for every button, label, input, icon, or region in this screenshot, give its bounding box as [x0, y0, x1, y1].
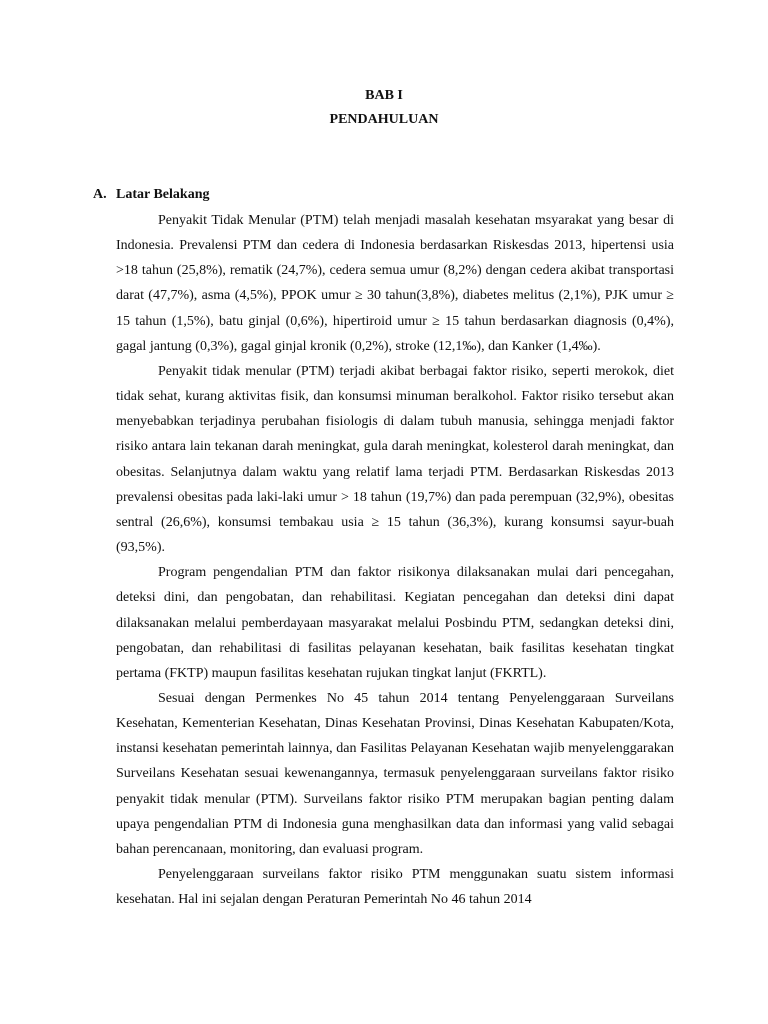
paragraph: Program pengendalian PTM dan faktor risikonya dilaksanakan mulai dari pencegahan, deteksi dini, dan pengobatan, dan rehabilitasi. Kegiatan pencegahan dan deteksi dini dapat dilaksanakan melalui pemberdayaan masyarakat melalui Posbindu PTM, sedangkan deteksi dini, pengobatan, dan rehabilitasi di fasilitas pelayanan kesehatan, baik fasilitas kesehatan tingkat pertama (FKTP) maupun fasilitas kesehatan rujukan tingkat lanjut (FKRTL). — [116, 565, 674, 681]
chapter-title: PENDAHULUAN — [329, 112, 439, 127]
section-letter: A. — [93, 187, 107, 202]
paragraph: Penyelenggaraan surveilans faktor risiko PTM menggunakan suatu sistem informasi kesehatan. Hal ini sejalan dengan Peraturan Pemerintah No 46 tahun 2014 — [116, 867, 674, 908]
paragraph: Penyakit tidak menular (PTM) terjadi akibat berbagai faktor risiko, seperti merokok, diet tidak sehat, kurang aktivitas fisik, dan konsumsi minuman beralkohol. Faktor risiko tersebut akan menyebabkan terjadinya perubahan fisiologis di dalam tubuh manusia, sehingga menjadi faktor risiko antara lain tekanan darah meningkat, gula darah meningkat, kolesterol darah meningkat, dan obesitas. Selanjutnya dalam waktu yang relatif lama terjadi PTM. Berdasarkan Riskesdas 2013 prevalensi obesitas pada laki-laki umur > 18 tahun (19,7%) dan pada perempuan (32,9%), obesitas sentral (26,6%), konsumsi tembakau usia ≥ 15 tahun (36,3%), kurang konsumsi sayur-buah (93,5%). — [116, 363, 674, 556]
chapter-number: BAB I — [365, 88, 403, 103]
section-title: Latar Belakang — [116, 187, 210, 202]
paragraph: Penyakit Tidak Menular (PTM) telah menjadi masalah kesehatan msyarakat yang besar di Indonesia. Prevalensi PTM dan cedera di Indonesia berdasarkan Riskesdas 2013, hipertensi usia >18 tahun (25,8%), rematik (24,7%), cedera semua umur (8,2%) dengan cedera akibat transportasi darat (47,7%), asma (4,5%), PPOK umur ≥ 30 tahun(3,8%), diabetes melitus (2,1%), PJK umur ≥ 15 tahun (1,5%), batu ginjal (0,6%), hipertiroid umur ≥ 15 tahun berdasarkan diagnosis (0,4%), gagal jantung (0,3%), gagal ginjal kronik (0,2%), stroke (12,1‰), dan Kanker (1,4‰). — [116, 213, 674, 354]
section-heading — [93, 187, 209, 203]
paragraph: Sesuai dengan Permenkes No 45 tahun 2014 tentang Penyelenggaraan Surveilans Kesehatan, Kementerian Kesehatan, Dinas Kesehatan Provinsi, Dinas Kesehatan Kabupaten/Kota, instansi kesehatan pemerintah lainnya, dan Fasilitas Pelayanan Kesehatan wajib menyelenggarakan Surveilans Kesehatan sesuai kewenangannya, termasuk penyelenggaraan surveilans faktor risiko penyakit tidak menular (PTM). Surveilans faktor risiko PTM merupakan bagian penting dalam upaya pengendalian PTM di Indonesia guna menghasilkan data dan informasi yang valid sebagai bahan perencanaan, monitoring, dan evaluasi program. — [116, 690, 674, 857]
body-text — [116, 208, 674, 912]
